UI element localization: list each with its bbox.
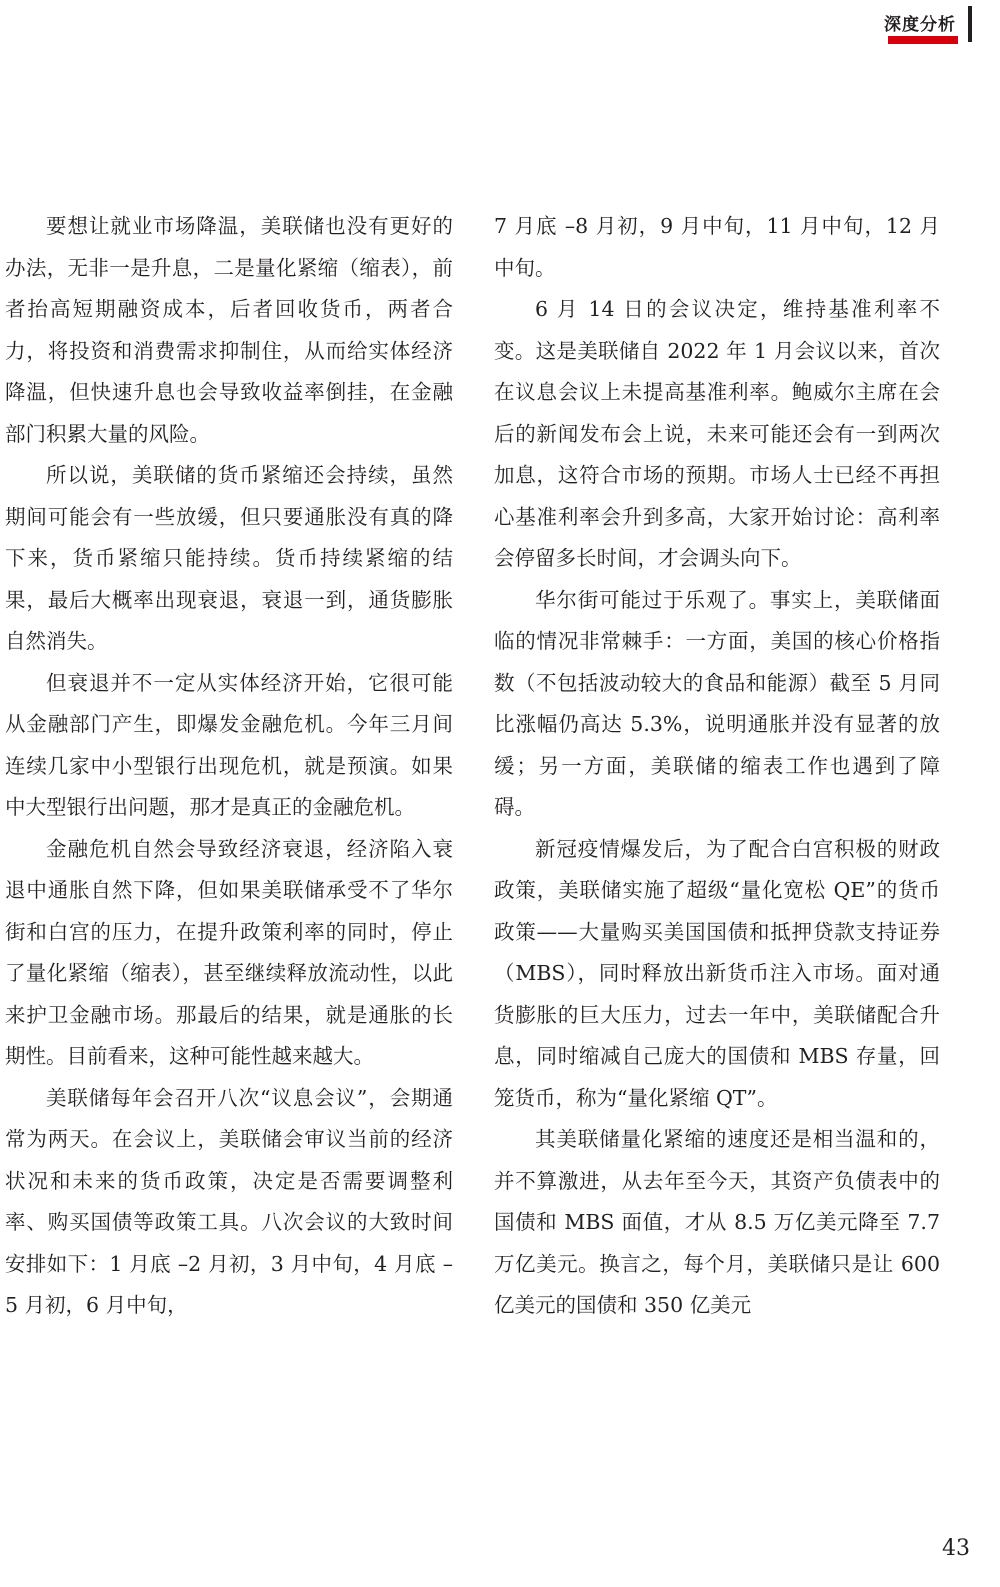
page-number: 43	[942, 1536, 970, 1561]
left-column	[5, 206, 453, 1327]
section-divider	[968, 6, 972, 42]
paragraph: 6 月 14 日的会议决定，维持基准利率不变。这是美联储自 2022 年 1 月会议以来，首次在议息会议上未提高基准利率。鲍威尔主席在会后的新闻发布会上说，未来可能还会有一到两次加息，这符合市场的预期。市场人士已经不再担心基准利率会升到多高，大家开始讨论：高利率会停留多长时间，才会调头向下。	[494, 297, 940, 570]
paragraph: 但衰退并不一定从实体经济开始，它很可能从金融部门产生，即爆发金融危机。今年三月间连续几家中小型银行出现危机，就是预演。如果中大型银行出问题，那才是真正的金融危机。	[5, 670, 453, 819]
paragraph: 新冠疫情爆发后，为了配合白宫积极的财政政策，美联储实施了超级“量化宽松 QE”的货币政策——大量购买美国国债和抵押贷款支持证券（MBS），同时释放出新货币注入市场。面对通货膨胀的巨大压力，过去一年中，美联储配合升息，同时缩减自己庞大的国债和 MBS 存量，回笼货币，称为“量化紧缩 QT”。	[494, 836, 940, 1110]
paragraph: 美联储每年会召开八次“议息会议”，会期通常为两天。在会议上，美联储会审议当前的经济状况和未来的货币政策，决定是否需要调整利率、购买国债等政策工具。八次会议的大致时间安排如下：1 月底 –2 月初，3 月中旬，4 月底 –5 月初，6 月中旬，	[5, 1085, 453, 1317]
right-column	[494, 206, 940, 1327]
paragraph: 华尔街可能过于乐观了。事实上，美联储面临的情况非常棘手：一方面，美国的核心价格指数（不包括波动较大的食品和能源）截至 5 月同比涨幅仍高达 5.3%，说明通胀并没有显著的放缓；另一方面，美联储的缩表工作也遇到了障碍。	[494, 587, 940, 819]
section-label: 深度分析	[884, 15, 956, 35]
section-accent-bar	[888, 36, 958, 44]
paragraph: 要想让就业市场降温，美联储也没有更好的办法，无非一是升息，二是量化紧缩（缩表），前者抬高短期融资成本，后者回收货币，两者合力，将投资和消费需求抑制住，从而给实体经济降温，但快速升息也会导致收益率倒挂，在金融部门积累大量的风险。	[5, 214, 453, 446]
paragraph: 其美联储量化紧缩的速度还是相当温和的，并不算激进，从去年至今天，其资产负债表中的国债和 MBS 面值，才从 8.5 万亿美元降至 7.7 万亿美元。换言之，每个月，美联储只是让 600 亿美元的国债和 350 亿美元	[494, 1127, 940, 1317]
paragraph: 所以说，美联储的货币紧缩还会持续，虽然期间可能会有一些放缓，但只要通胀没有真的降下来，货币紧缩只能持续。货币持续紧缩的结果，最后大概率出现衰退，衰退一到，通货膨胀自然消失。	[5, 463, 453, 653]
paragraph-continuation: 7 月底 –8 月初，9 月中旬，11 月中旬，12 月中旬。	[494, 214, 940, 280]
paragraph: 金融危机自然会导致经济衰退，经济陷入衰退中通胀自然下降，但如果美联储承受不了华尔街和白宫的压力，在提升政策利率的同时，停止了量化紧缩（缩表），甚至继续释放流动性，以此来护卫金融市场。那最后的结果，就是通胀的长期性。目前看来，这种可能性越来越大。	[5, 836, 453, 1068]
